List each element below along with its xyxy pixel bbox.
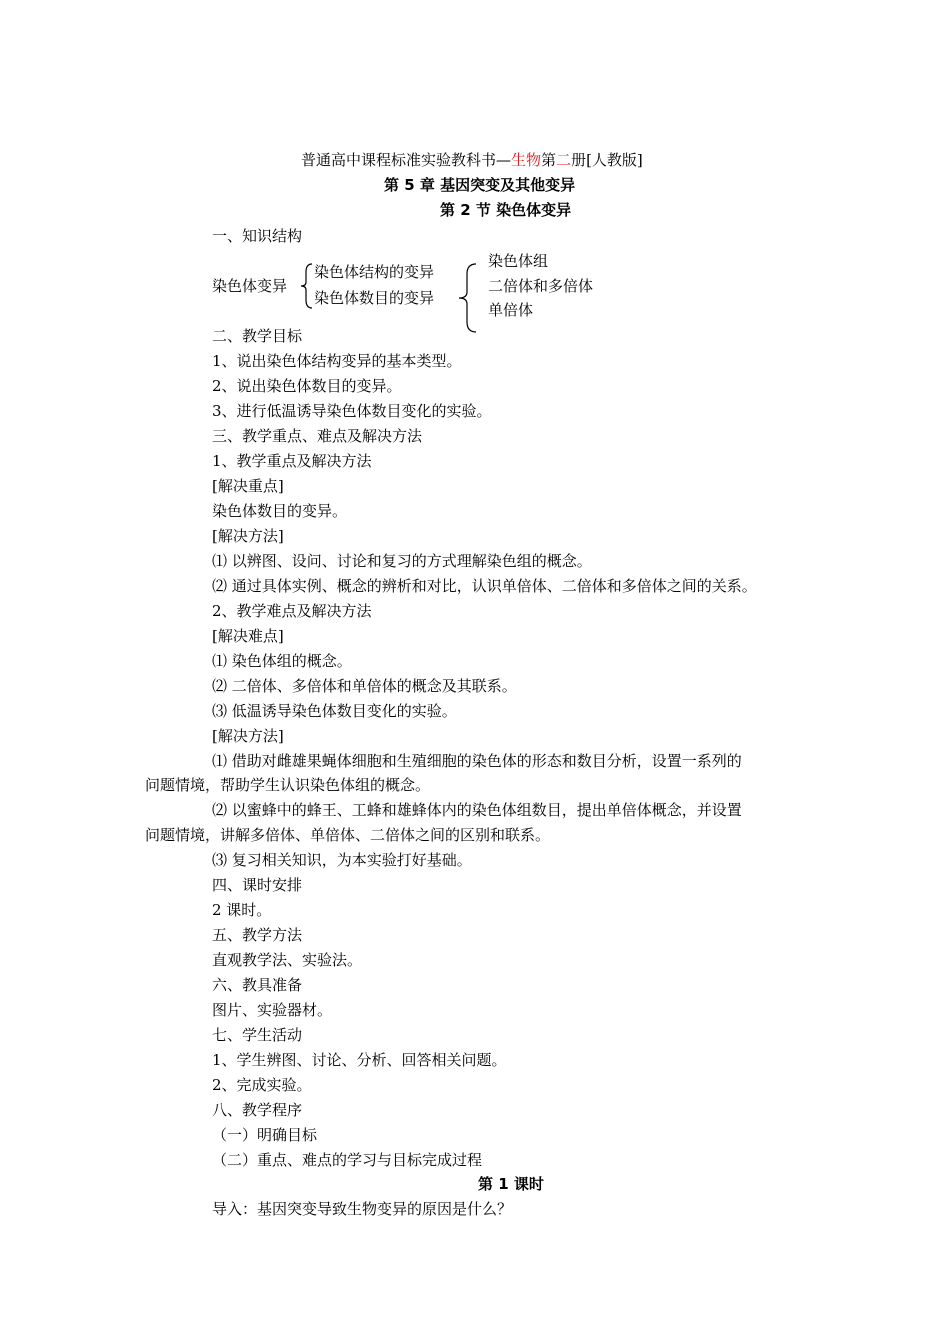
activity-item: 2、完成实验。 [212, 1076, 312, 1094]
brace-left [298, 262, 314, 310]
goal-item: 3、进行低温诱导染色体数目变化的实验。 [212, 402, 492, 420]
text-method: 直观教学法、实验法。 [212, 951, 363, 969]
tree-branch-structure: 染色体结构的变异 [314, 263, 435, 281]
title-text-3: 册[人教版] [571, 151, 643, 169]
label-zhongdian: [解决重点] [212, 477, 284, 495]
text-schedule: 2 课时。 [212, 901, 272, 919]
text-zhongdian: 染色体数目的变异。 [212, 502, 348, 520]
title-text-red-1: 生物 [511, 151, 542, 169]
tree-sub-3: 单倍体 [488, 301, 534, 319]
method2-paragraph-1-cont: 问题情境，帮助学生认识染色体组的概念。 [145, 776, 431, 794]
activity-item: 1、学生辨图、讨论、分析、回答相关问题。 [212, 1051, 507, 1069]
heading-keypoints: 三、教学重点、难点及解决方法 [212, 427, 423, 445]
tree-root: 染色体变异 [212, 277, 288, 295]
heading-goals: 二、教学目标 [212, 327, 303, 345]
doc-title [301, 150, 643, 170]
label-method: [解决方法] [212, 527, 284, 545]
title-text-red-2: 二 [556, 151, 572, 169]
nandian-item: ⑶ 低温诱导染色体数目变化的实验。 [212, 702, 457, 720]
section-title: 第 2 节 染色体变异 [440, 201, 572, 219]
heading-knowledge: 一、知识结构 [212, 227, 303, 245]
tree-sub-1: 染色体组 [488, 252, 549, 270]
heading-method: 五、教学方法 [212, 926, 303, 944]
title-text-2: 第 [541, 151, 557, 169]
method-item: ⑵ 通过具体实例、概念的辨析和对比，认识单倍体、二倍体和多倍体之间的关系。 [212, 577, 757, 595]
lesson-title: 第 1 课时 [478, 1175, 544, 1193]
chapter-title: 第 5 章 基因突变及其他变异 [384, 176, 576, 194]
method2-paragraph-2: ⑵ 以蜜蜂中的蜂王、工蜂和雄蜂体内的染色体组数目，提出单倍体概念，并设置 [212, 801, 742, 819]
heading-procedure: 八、教学程序 [212, 1101, 303, 1119]
tree-branch-number: 染色体数目的变异 [314, 289, 435, 307]
method-item: ⑴ 以辨图、设问、讨论和复习的方式理解染色组的概念。 [212, 552, 592, 570]
tree-sub-2: 二倍体和多倍体 [488, 277, 594, 295]
procedure-item: （二）重点、难点的学习与目标完成过程 [212, 1151, 483, 1169]
method2-paragraph-1: ⑴ 借助对雌雄果蝇体细胞和生殖细胞的染色体的形态和数目分析，设置一系列的 [212, 752, 742, 770]
heading-schedule: 四、课时安排 [212, 876, 303, 894]
subheading-difficulty: 2、教学难点及解决方法 [212, 602, 372, 620]
title-text-1: 普通高中课程标准实验教科书— [301, 151, 512, 169]
method2-paragraph-3: ⑶ 复习相关知识，为本实验打好基础。 [212, 851, 472, 869]
intro-text: 导入：基因突变导致生物变异的原因是什么？ [212, 1200, 513, 1218]
method2-paragraph-2-cont: 问题情境，讲解多倍体、单倍体、二倍体之间的区别和联系。 [145, 826, 551, 844]
goal-item: 1、说出染色体结构变异的基本类型。 [212, 352, 462, 370]
text-tools: 图片、实验器材。 [212, 1001, 333, 1019]
label-method-2: [解决方法] [212, 727, 284, 745]
heading-activities: 七、学生活动 [212, 1026, 303, 1044]
nandian-item: ⑴ 染色体组的概念。 [212, 652, 352, 670]
nandian-item: ⑵ 二倍体、多倍体和单倍体的概念及其联系。 [212, 677, 517, 695]
subheading-key: 1、教学重点及解决方法 [212, 452, 372, 470]
heading-tools: 六、教具准备 [212, 976, 303, 994]
procedure-item: （一）明确目标 [212, 1126, 318, 1144]
label-nandian: [解决难点] [212, 627, 284, 645]
goal-item: 2、说出染色体数目的变异。 [212, 377, 402, 395]
brace-right [456, 262, 478, 334]
